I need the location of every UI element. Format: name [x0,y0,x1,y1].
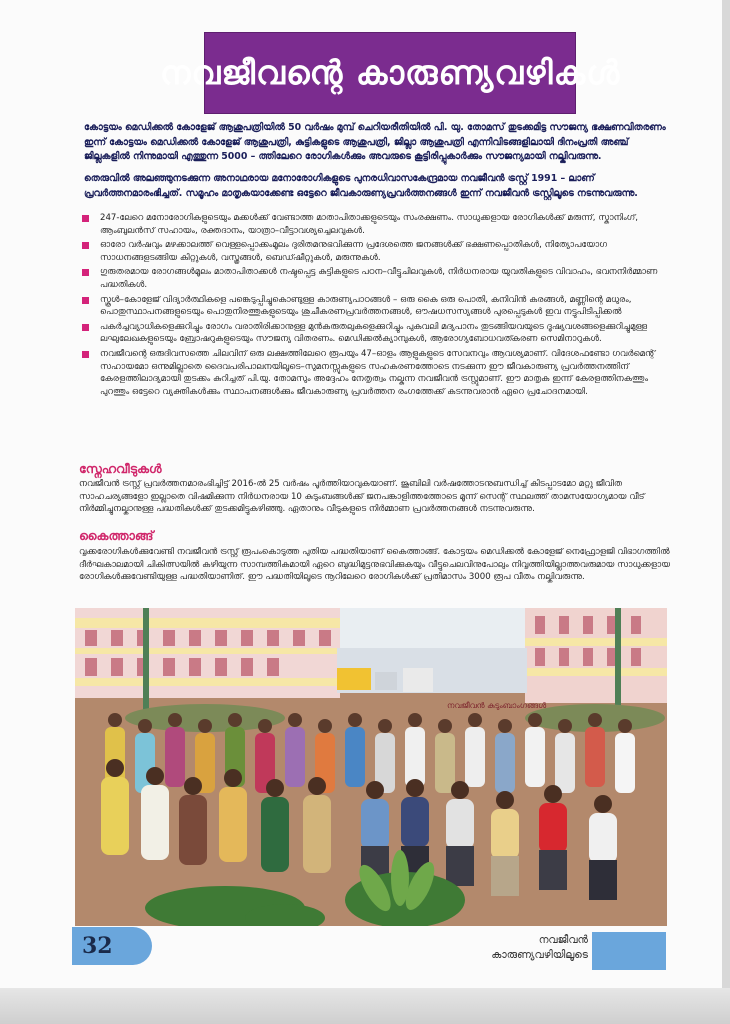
list-item [80,348,674,398]
footer-line-1: നവജീവൻ [538,934,588,946]
scan-edge [0,988,730,1024]
group-photo-illustration [75,608,667,926]
list-item [80,239,674,264]
list-item [80,266,674,291]
section-text-sneha-veedukal: നവജീവൻ ട്രസ്റ്റ് പ്രവർത്തനമാരംഭിച്ചിട്ട് 2016-ൽ 25 വർഷം പൂർത്തിയാവുകയാണ്. ജൂബിലി വർഷത്തോടനുബന്ധിച്ച് കിടപ്പാടമോ മറ്റു ജീവിത സാഹചര്യങ്ങളോ ഇല്ലാതെ വിഷമിക്കുന്ന നിർധനരായ 10 കുടുംബങ്ങൾക്ക് ജനപങ്കാളിത്തത്തോടെ മൂന്ന് സെന്റ് സ്ഥലത്ത് താമസയോഗ്യമായ വീട് നിർമ്മിച്ചുനല്കാനുള്ള പദ്ധതികൾക്ക് തുടക്കമിട്ടുകഴിഞ്ഞു. ഏതാനും വീടുകളുടെ നിർമ്മാണ പ്രവർത്തനങ്ങൾ നടന്നുവരുന്നു. [79,479,645,515]
page-number: 32 [82,933,113,959]
section-heading-sneha-veedukal: സ്നേഹവീടുകൾ [79,461,162,476]
section-heading-kaithangu: കൈത്താങ്ങ് [79,528,154,543]
square-bullet-icon [82,297,89,304]
square-bullet-icon [82,242,89,249]
list-item-text: ഗുരുതരമായ രോഗങ്ങൾമൂലം മാതാപിതാക്കൾ നഷ്ടപ്പെട്ട കുട്ടികളുടെ പഠന–വീട്ടുചിലവുകൾ, നിർധനരായ യുവതികളുടെ വിവാഹം, ഭവനനിർമ്മാണ പദ്ധതികൾ. [100,267,658,290]
square-bullet-icon [82,269,89,276]
list-item-text: ഓരോ വർഷവും മഴക്കാലത്ത് വെള്ളപ്പൊക്കംമൂലം ദുരിതമനുഭവിക്കുന്ന പ്രദേശത്തെ ജനങ്ങൾക്ക് ഭക്ഷണപ്പൊതികൾ, നിത്യോപയോഗ സാധനങ്ങളടങ്ങിയ കിറ്റുകൾ, വസ്ത്രങ്ങൾ, ബെഡ്ഷീറ്റുകൾ, മരുന്നുകൾ. [100,240,608,263]
square-bullet-icon [82,215,89,222]
list-item-text: പകർച്ചവ്യാധികളെക്കുറിച്ചും രോഗം വരാതിരിക്കാനുള്ള മുൻകരുതലുകളെക്കുറിച്ചും പുകവലി മദ്യപാനം തുടങ്ങിയവയുടെ ദൂഷ്യവശങ്ങളെക്കുറിച്ചുമുള്ള ലഘുലേഖകളുടെയും ബ്രോഷറുകളുടെയും സൗജന്യ വിതരണം. മെഡിക്കൽക്യാമ്പുകൾ, ആരോഗ്യബോധവത്കരണ സെമിനാറുകൾ. [100,321,648,345]
page-number-tab [72,927,152,965]
footer-line-2: കാരുണ്യവഴിയിലൂടെ [491,949,588,961]
list-item-text: 247-ലേറെ മനോരോഗികളുടെയും മക്കൾക്ക് വേണ്ടാത്ത മാതാപിതാക്കളുടെയും സംരക്ഷണം. സാധുക്കളായ രോഗികൾക്ക് മരുന്ന്, സ്കാനിംഗ്, ആംബുലൻസ് സഹായം, രക്തദാനം, യാത്രാ–വീട്ടാവശ്യച്ചെലവുകൾ. [100,213,639,236]
list-item-text: സ്കൂൾ–കോളേജ് വിദ്യാർത്ഥികളെ പങ്കെടുപ്പിച്ചുകൊണ്ടുള്ള കാരുണ്യപാഠങ്ങൾ – ഒരു കൈ ഒരു പൊതി, കനിവിൻ കരങ്ങൾ, മണ്ണിന്റെ മധുരം, പൊതുസ്ഥാപനങ്ങളുടെയും പൊതുനിരത്തുകളുടെയും ശുചീകരണപ്രവർത്തനങ്ങൾ, ഔഷധസസ്യങ്ങൾ പുരപ്പെടുകൾ ഇവ നട്ടുപിടിപ്പിക്കൽ [100,294,632,318]
intro-paragraph-2: തെരുവിൽ അലഞ്ഞുനടക്കുന്ന അനാഥരായ മനോരോഗികളുടെ പുനരധിവാസകേന്ദ്രമായ നവജീവൻ ട്രസ്റ്റ് 1991 – ലാണ് പ്രവർത്തനമാരംഭിച്ചത്. സമൂഹം മാതൃകയാക്കേണ്ട ഒട്ടേറെ ജീവകാരുണ്യപ്രവർത്തനങ്ങൾ ഇന്ന് നവജീവൻ ട്രസ്റ്റിലൂടെ നടന്നുവരുന്നു. [84,173,638,199]
square-bullet-icon [82,351,89,358]
footer-color-block [592,932,666,970]
footer-title [470,933,588,963]
page-title: നവജീവന്റെ കാരുണ്യവഴികൾ [159,53,621,92]
title-banner [159,32,621,114]
list-item-text: നവജീവന്റെ ഒരുദിവസത്തെ ചിലവിന് ഒരു ലക്ഷത്തിലേറെ രൂപയും 47–ഓളം ആളുകളുടെ സേവനവും ആവശ്യമാണ്. വിദേശഫണ്ടോ ഗവർമെന്റ് സഹായമോ ഒന്നുമില്ലാതെ ദൈവപരിപാലനയിലൂടെ–സുമനസ്സുകളുടെ സഹകരണത്തോടെ നടക്കുന്ന ഈ ജീവകാരുണ്യ പ്രവർത്തനത്തിന് കേരളത്തിലാദ്യമായി തുടക്കം കുറിച്ചത് പി.യു. തോമസും അദ്ദേഹം നേതൃത്വം നല്കുന്ന നവജീവൻ ട്രസ്റ്റുമാണ്. ഈ മാതൃക ഇന്ന് കേരളത്തിനകത്തും പുറത്തും ഒട്ടേറെ വ്യക്തികൾക്കും സ്ഥാപനങ്ങൾക്കും ജീവകാരുണ്യ പ്രവർത്തന രംഗത്തേക്ക് കടന്നുവരാൻ ഏറെ പ്രചോദനമായി. [100,348,656,397]
activity-list [80,212,674,458]
intro-paragraph-1: കോട്ടയം മെഡിക്കൽ കോളേജ് ആശുപത്രിയിൽ 50 വർഷം മുമ്പ് ചെറിയരീതിയിൽ പി. യു. തോമസ് തുടക്കമിട്ട സൗജന്യ ഭക്ഷണവിതരണം ഇന്ന് കോട്ടയം മെഡിക്കൽ കോളേജ് ആശുപത്രി, കുട്ടികളുടെ ആശുപത്രി, ജില്ലാ ആശുപത്രി എന്നിവിടങ്ങളിലായി ദിനംപ്രതി അഞ്ച് ജില്ലകളിൽ നിന്നുമായി എത്തുന്ന 5000 – ത്തിലേറെ രോഗികൾക്കും അവരുടെ കൂട്ടിരിപ്പുകാർക്കും സൗജന്യമായി നല്കിവരുന്നു. [84,122,666,162]
list-item [80,321,674,346]
list-item [80,212,674,237]
group-photo [75,608,667,926]
photo-caption: നവജീവൻ കുടുംബാംഗങ്ങൾ [447,701,547,710]
list-item [80,294,674,319]
section-text-kaithangu: വൃക്കരോഗികൾക്കുവേണ്ടി നവജീവൻ ട്രസ്റ്റ് രൂപംകൊടുത്ത പുതിയ പദ്ധതിയാണ് കൈത്താങ്ങ്. കോട്ടയം മെഡിക്കൽ കോളേജ് നെഫ്രോളജി വിഭാഗത്തിൽ ദീർഘകാലമായി ചികിത്സയിൽ കഴിയുന്ന സാമ്പത്തികമായി ഏറെ ബുദ്ധിമുട്ടനുഭവിക്കുകയും വീട്ടുചെലവിനുപോലും നിവൃത്തിയില്ലാത്തവരുമായ സാധുക്കളായ രോഗികൾക്കുവേണ്ടിയുള്ള പദ്ധതിയാണിത്. ഈ പദ്ധതിയിലൂടെ നൂറിലേറെ രോഗികൾക്ക് പ്രതിമാസം 3000 രൂപ വീതം നല്കിവരുന്നു. [79,547,671,583]
square-bullet-icon [82,324,89,331]
